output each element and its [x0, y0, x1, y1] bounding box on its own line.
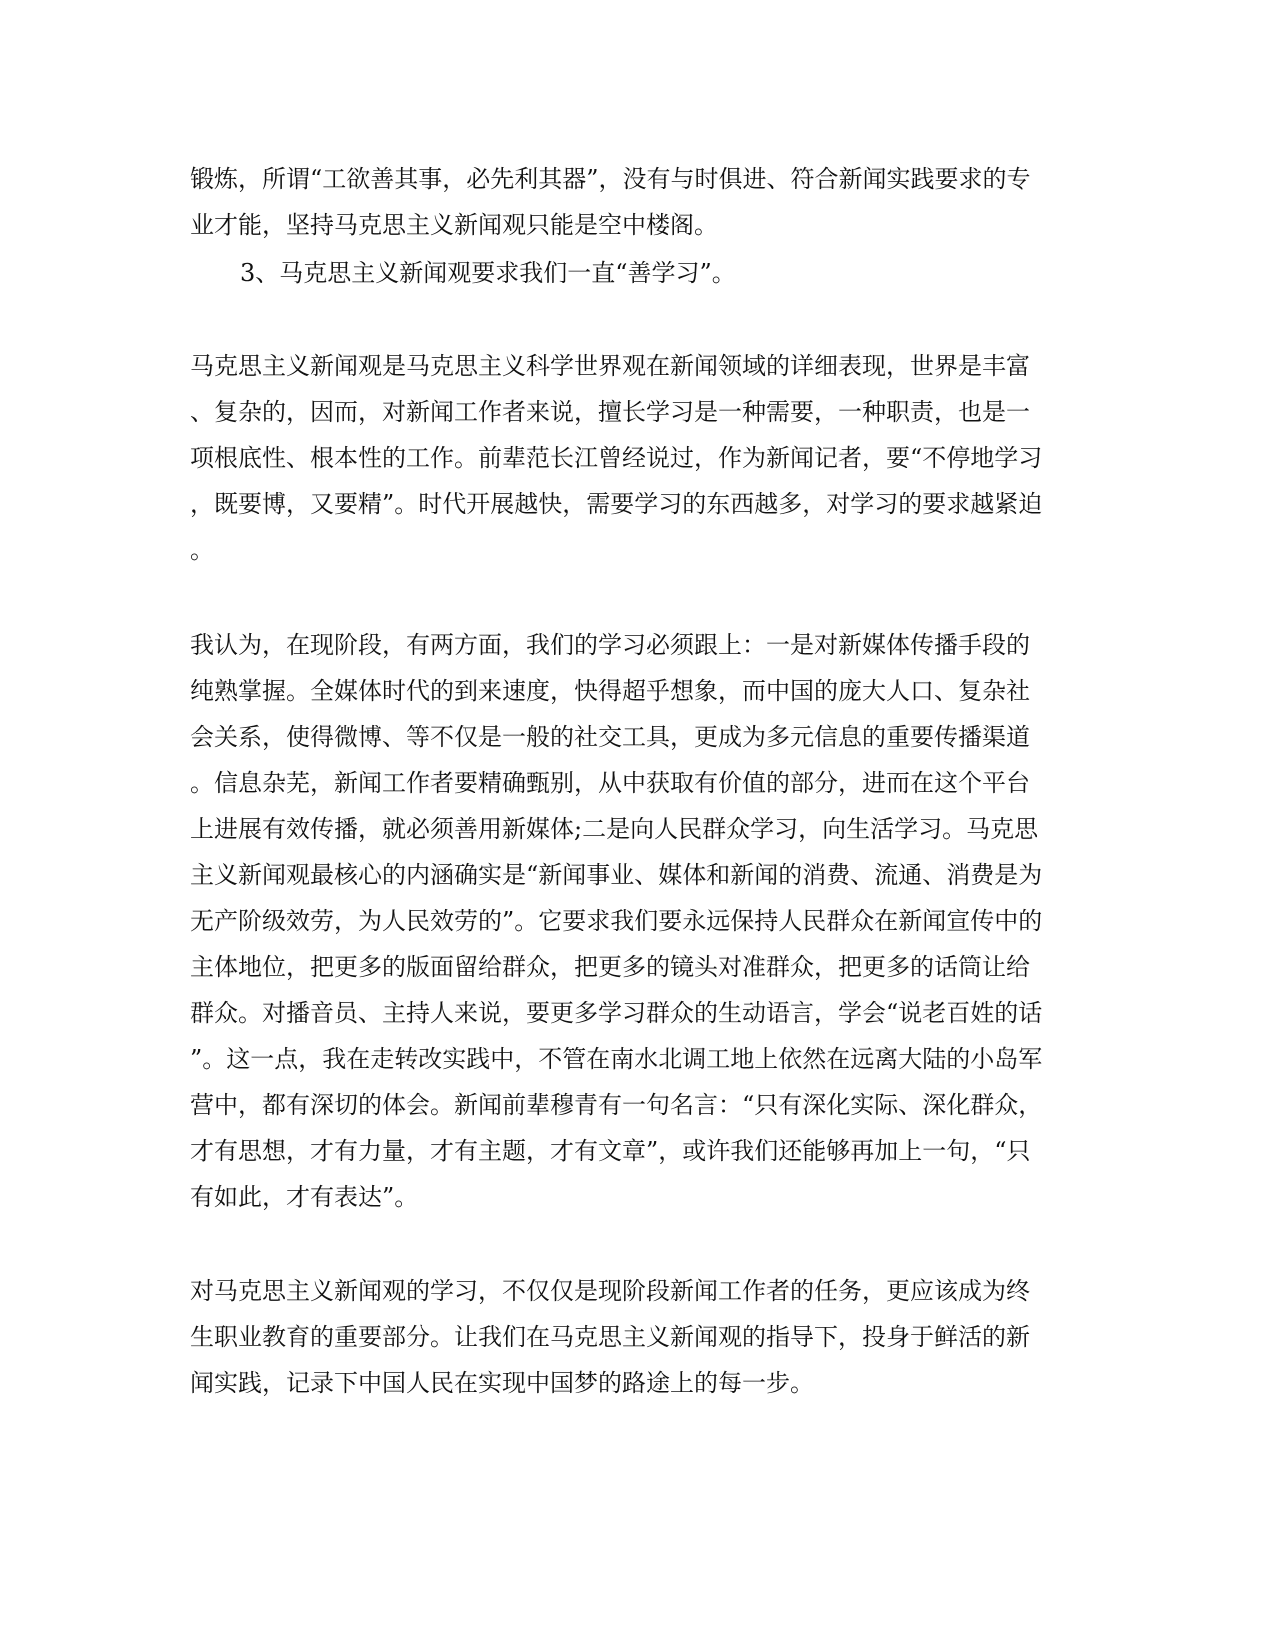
text-line: ”。这一点，我在走转改实践中，不管在南水北调工地上依然在远离大陆的小岛军 [190, 1045, 1043, 1073]
text-line: 项根底性、根本性的工作。前辈范长江曾经说过，作为新闻记者，要“不停地学习 [190, 444, 1043, 472]
text-line: 我认为，在现阶段，有两方面，我们的学习必须跟上：一是对新媒体传播手段的 [190, 631, 1030, 659]
section-heading: 3、马克思主义新闻观要求我们一直“善学习”。 [240, 259, 736, 287]
text-line: 有如此，才有表达”。 [190, 1183, 419, 1211]
text-line: 无产阶级效劳，为人民效劳的”。它要求我们要永远保持人民群众在新闻宣传中的 [190, 907, 1043, 935]
text-line: 。 [190, 536, 214, 564]
text-line: 闻实践，记录下中国人民在实现中国梦的路途上的每一步。 [190, 1369, 814, 1397]
text-line: 会关系，使得微博、等不仅是一般的社交工具，更成为多元信息的重要传播渠道 [190, 723, 1030, 751]
text-line: ，既要博，又要精”。时代开展越快，需要学习的东西越多，对学习的要求越紧迫 [190, 490, 1043, 518]
text-line: 纯熟掌握。全媒体时代的到来速度，快得超乎想象，而中国的庞大人口、复杂社 [190, 677, 1030, 705]
text-line: 生职业教育的重要部分。让我们在马克思主义新闻观的指导下，投身于鲜活的新 [190, 1323, 1030, 1351]
text-line: 主体地位，把更多的版面留给群众，把更多的镜头对准群众，把更多的话筒让给 [190, 953, 1030, 981]
text-line: 群众。对播音员、主持人来说，要更多学习群众的生动语言，学会“说老百姓的话 [190, 999, 1043, 1027]
text-line: 马克思主义新闻观是马克思主义科学世界观在新闻领域的详细表现，世界是丰富 [190, 352, 1030, 380]
text-line: 营中，都有深切的体会。新闻前辈穆青有一句名言：“只有深化实际、深化群众， [190, 1091, 1043, 1119]
text-line: 锻炼，所谓“工欲善其事，必先利其器”，没有与时俱进、符合新闻实践要求的专 [190, 165, 1031, 193]
text-line: 。信息杂芜，新闻工作者要精确甄别，从中获取有价值的部分，进而在这个平台 [190, 769, 1030, 797]
text-line: 主义新闻观最核心的内涵确实是“新闻事业、媒体和新闻的消费、流通、消费是为 [190, 861, 1043, 889]
text-line: 业才能，坚持马克思主义新闻观只能是空中楼阁。 [190, 211, 718, 239]
text-line: 才有思想，才有力量，才有主题，才有文章”，或许我们还能够再加上一句，“只 [190, 1137, 1031, 1165]
text-line: 对马克思主义新闻观的学习，不仅仅是现阶段新闻工作者的任务，更应该成为终 [190, 1277, 1030, 1305]
text-line: 上进展有效传播，就必须善用新媒体;二是向人民群众学习，向生活学习。马克思 [190, 815, 1039, 843]
text-line: 、复杂的，因而，对新闻工作者来说，擅长学习是一种需要，一种职责，也是一 [190, 398, 1030, 426]
